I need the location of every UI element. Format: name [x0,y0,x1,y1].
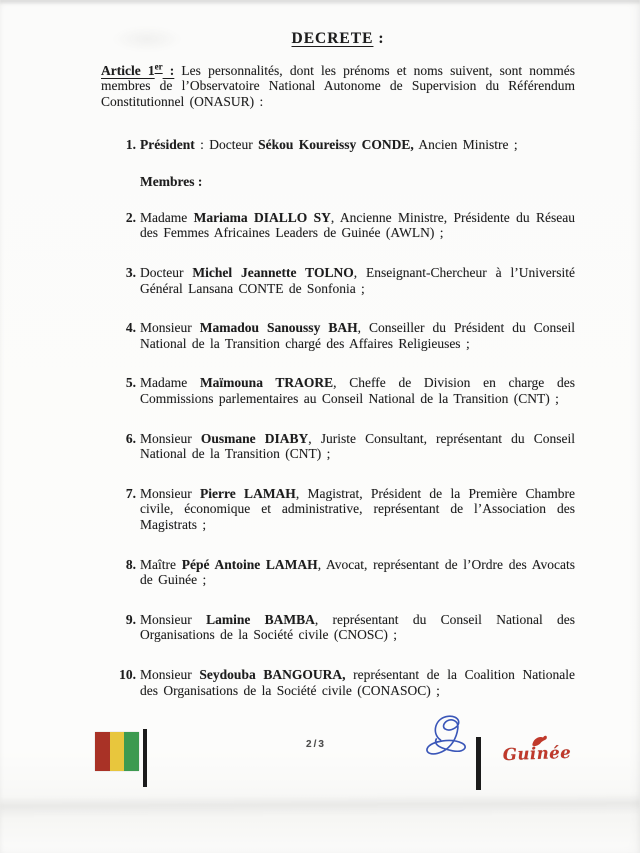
text-segment: , Enseignant-Chercheur à l’Université Général Lansana CONTE de Sonfonia ; [140,265,575,296]
text-segment: Pépé Antoine LAMAH [181,556,318,572]
text-segment: Sékou Koureissy CONDE, [258,137,414,153]
text-segment: représentant de la Coalition Nationale des Organisations de la Société civile (CONASOC) ; [140,666,576,698]
text-segment: Article 1 [101,63,155,78]
text-segment: Madame [140,375,200,391]
text-segment: Les personnalités, dont les prénoms et noms suivent, sont nommés membres de l’Observatoire National Autonome de Supervision du Référendum Constitutionnel (ONASUR) : [101,63,575,109]
item-number: 3. [125,265,136,280]
text-segment: Michel Jeannette TOLNO [192,265,354,280]
member-list-item [120,320,575,351]
member-list-item [120,431,575,462]
text-segment: Madame [140,209,194,225]
member-list-item [120,210,575,241]
text-segment: Ousmane DIABY [200,430,309,446]
document-title [101,30,575,48]
item-number: 7. [125,485,136,501]
member-list-item [120,265,575,296]
scan-fold-artifact [0,794,640,819]
item-number: 5. [125,375,136,391]
member-list-item [120,486,575,533]
text-segment: : Docteur [194,137,259,153]
text-segment: , Avocat, représentant de l’Ordre des Avocats de Guinée ; [140,556,575,588]
text-segment: : [373,30,385,47]
signature-scribble-icon [420,712,472,768]
item-number: 9. [125,611,136,627]
signature-stroke [427,716,465,754]
item-text [140,557,575,588]
item-text [140,210,575,241]
item-text [140,667,575,698]
text-segment: Monsieur [140,430,201,446]
guinea-flag-icon [95,732,139,771]
item-text [140,320,575,351]
text-segment: Pierre LAMAH [200,485,296,501]
bird-icon [527,733,550,749]
text-segment: Mamadou Sanoussy BAH [199,320,358,336]
item-text [140,375,575,406]
text-segment: er [154,61,163,72]
item-text [140,431,575,462]
text-segment: , Juriste Consultant, représentant du Conseil National de la Transition (CNT) ; [140,430,575,462]
text-segment: Seydouba BANGOURA, [199,666,346,682]
item-text [140,612,575,643]
member-list-item [120,557,575,588]
text-segment: , Ancienne Ministre, Présidente du Réseau des Femmes Africaines Leaders de Guinée (AWLN) ; [140,209,576,241]
flag-stripe-red [95,732,110,771]
text-segment: Docteur [140,265,193,280]
text-segment: , Cheffe de Division en charge des Commissions parlementaires au Conseil National de la Transition (CNT) ; [140,375,575,406]
member-list-item [120,137,575,153]
member-list-item [120,612,575,643]
text-segment: Monsieur [140,611,207,627]
article-1-paragraph [101,63,575,109]
item-number: 4. [125,320,136,336]
text-segment: Monsieur [140,320,200,336]
members-list [120,137,575,698]
text-segment: Maïmouna TRAORE [199,375,334,391]
item-number: 8. [125,556,136,572]
text-segment: : [162,63,175,78]
document-content [101,30,575,722]
item-number: 6. [125,430,136,446]
flag-bar [143,729,147,787]
item-text [140,265,575,296]
text-segment: Ancien Ministre ; [413,137,518,153]
text-segment: Monsieur [140,485,201,501]
guinee-logo-text: Guinée [502,742,572,765]
flag-stripe-green [124,732,139,771]
member-list-item [120,375,575,406]
item-number: 2. [125,209,136,225]
text-segment: DECRETE [291,30,374,47]
page-number: 2/3 [306,739,326,750]
text-segment: Lamine BAMBA [206,611,315,627]
flag-stripe-yellow [110,732,125,771]
item-text [140,137,518,152]
text-segment: , Conseiller du Président du Conseil National de la Transition chargé des Affaires Religieuses ; [140,320,576,351]
guinee-logo [500,743,575,766]
text-segment: Monsieur [140,666,200,682]
item-text [140,486,575,532]
signature-bar [476,737,481,790]
text-segment: , Magistrat, Président de la Première Chambre civile, économique et administrative, représentant de l’Association des Magistrats ; [140,485,575,532]
item-number: 10. [119,666,136,682]
text-segment: Président [140,137,195,153]
item-number: 1. [125,137,136,153]
member-list-item [120,667,575,698]
text-segment: Maître [140,556,182,572]
text-segment: Mariama DIALLO SY [193,209,331,225]
scan-edge-artifact [0,0,640,5]
text-segment: , représentant du Conseil National des Organisations de la Société civile (CNOSC) ; [140,611,575,643]
members-heading: Membres : [140,173,203,189]
